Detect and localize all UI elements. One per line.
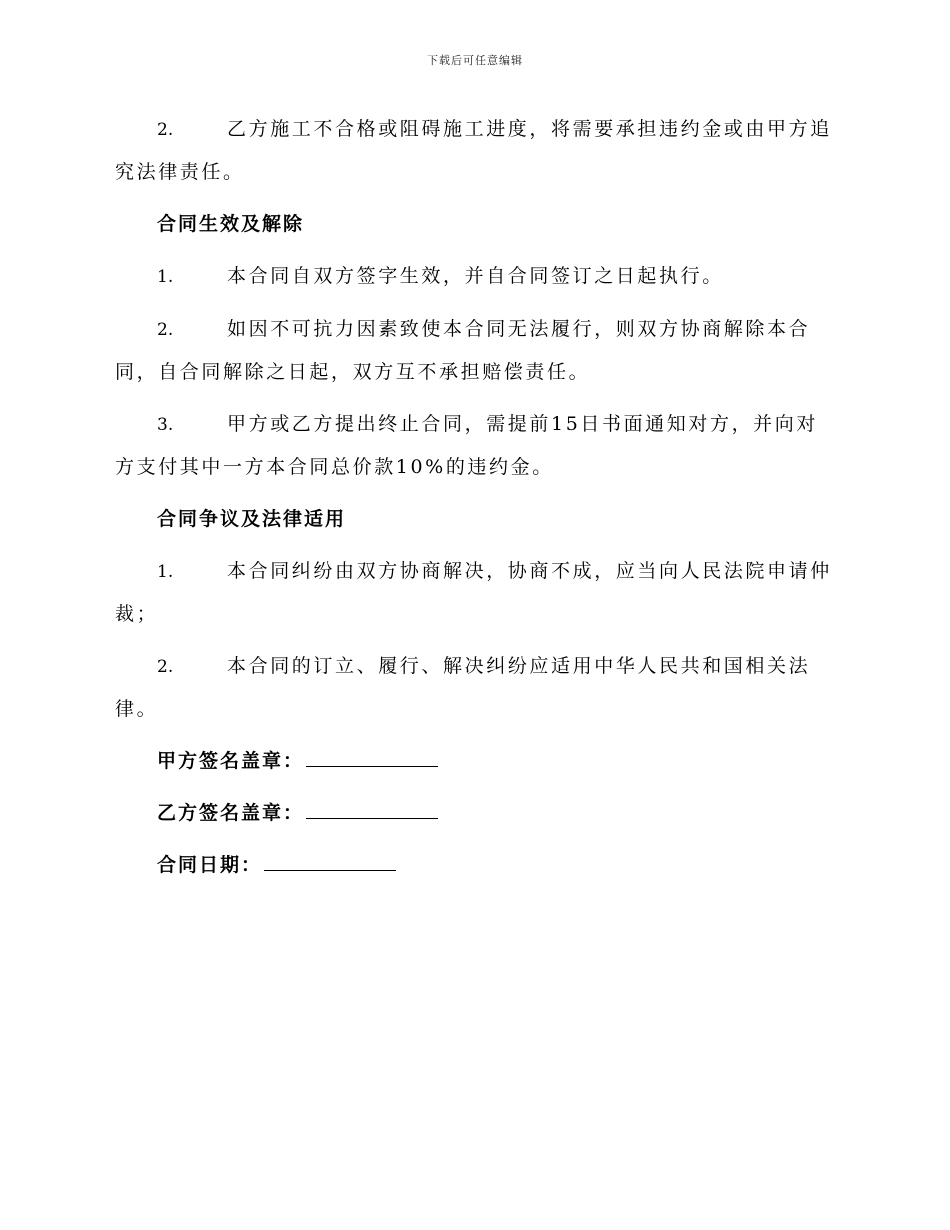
clause-text: 甲方或乙方提出终止合同，需提前15日书面通知对方，并向对方支付其中一方本合同总价款10%的违约金。 xyxy=(115,413,818,478)
signature-party-b xyxy=(157,792,835,834)
clause-item xyxy=(115,403,835,488)
clause-text: 本合同纠纷由双方协商解决，协商不成，应当向人民法院申请仲裁； xyxy=(115,560,832,625)
clause-text: 乙方施工不合格或阻碍施工进度，将需要承担违约金或由甲方追究法律责任。 xyxy=(115,118,832,183)
contract-date xyxy=(157,844,835,886)
date-blank-line xyxy=(264,846,396,871)
signature-label: 甲方签名盖章： xyxy=(157,750,305,772)
clause-item xyxy=(115,308,835,393)
clause-number: 1. xyxy=(157,267,174,287)
clause-text: 本合同的订立、履行、解决纠纷应适用中华人民共和国相关法律。 xyxy=(115,655,811,720)
signature-blank-line xyxy=(306,794,438,819)
section-heading-effectiveness: 合同生效及解除 xyxy=(157,213,305,235)
clause-item xyxy=(115,645,835,730)
signature-blank-line xyxy=(306,742,438,767)
clause-number: 1. xyxy=(157,562,174,582)
signature-label: 乙方签名盖章： xyxy=(157,802,305,824)
page-header: 下载后可任意编辑 xyxy=(427,54,523,67)
clause-item xyxy=(115,550,835,635)
clause-number: 2. xyxy=(157,657,174,677)
clause-number: 3. xyxy=(157,415,174,435)
section-heading-disputes: 合同争议及法律适用 xyxy=(157,508,347,530)
clause-number: 2. xyxy=(157,320,174,340)
clause-item xyxy=(115,108,835,193)
date-label: 合同日期： xyxy=(157,854,263,876)
signature-party-a xyxy=(157,740,835,782)
clause-number: 2. xyxy=(157,120,174,140)
clause-text: 本合同自双方签字生效，并自合同签订之日起执行。 xyxy=(227,265,724,287)
clause-text: 如因不可抗力因素致使本合同无法履行，则双方协商解除本合同，自合同解除之日起，双方互不承担赔偿责任。 xyxy=(115,318,811,383)
clause-item xyxy=(115,255,835,298)
document-body xyxy=(115,108,835,896)
